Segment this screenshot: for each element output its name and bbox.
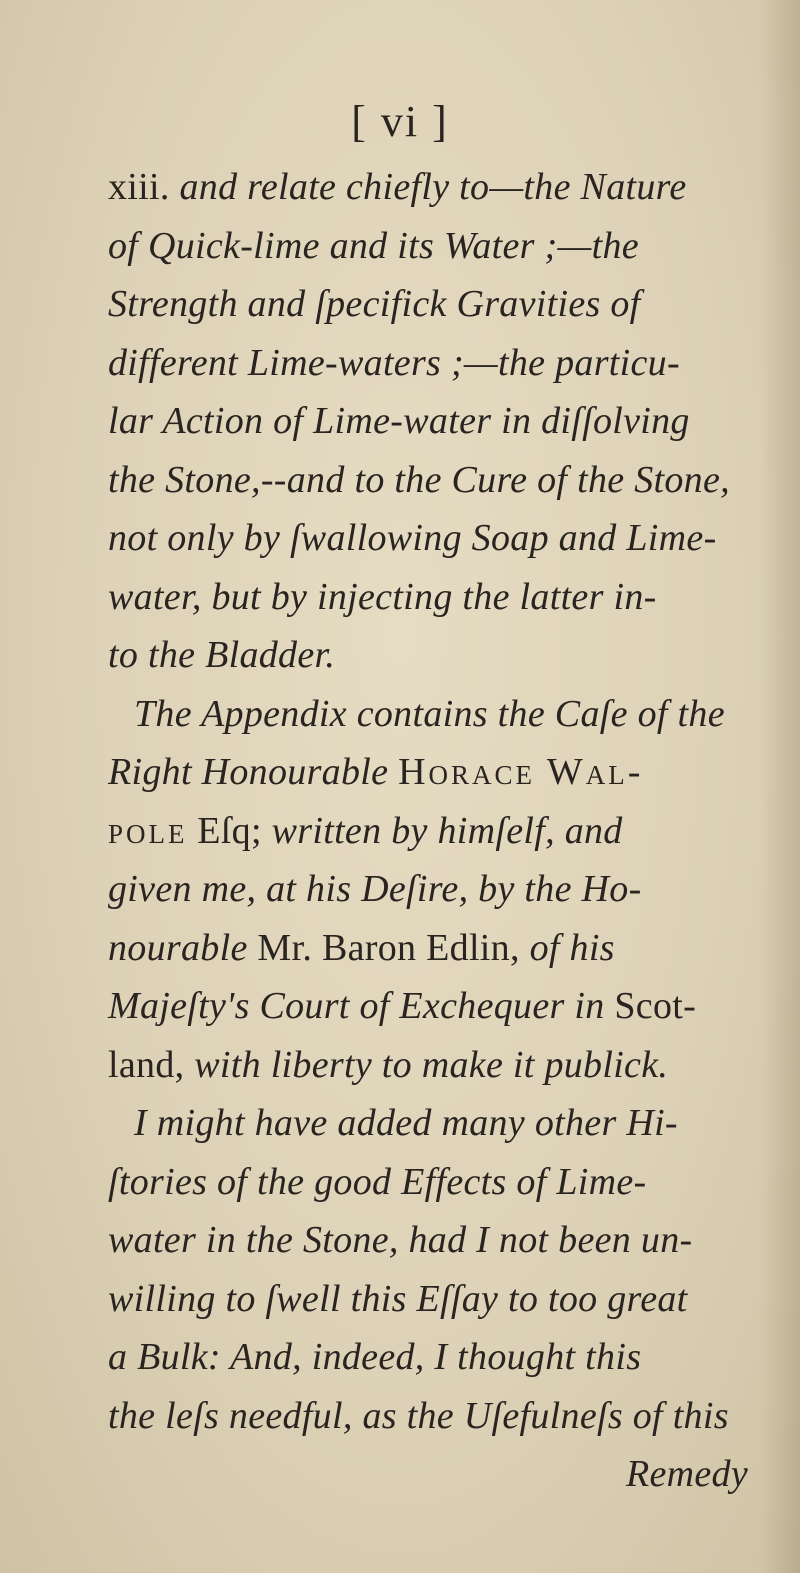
text-run: ſtories of the good Effects of Lime- <box>108 1160 647 1203</box>
text-run: Remedy <box>625 1453 748 1495</box>
text-line <box>108 334 768 393</box>
text-line <box>108 1270 768 1329</box>
text-line <box>108 1211 768 1270</box>
text-run: the Stone,--and to the Cure of the Stone, <box>108 458 730 501</box>
text-run: water in the Stone, had I not been un- <box>108 1219 693 1261</box>
body-text <box>108 158 768 1504</box>
text-line <box>108 1094 768 1153</box>
text-run: xiii. <box>108 166 170 208</box>
text-run: not only by ſwallowing Soap and Lime- <box>108 517 717 559</box>
text-run: pole <box>108 809 188 852</box>
text-run: to the Bladder. <box>108 634 336 676</box>
text-line <box>108 217 768 276</box>
text-run: written by himſelf, and <box>261 809 623 852</box>
text-run: a Bulk: And, indeed, I thought this <box>108 1336 642 1378</box>
text-run: Scot- <box>614 985 697 1027</box>
text-line <box>108 802 768 861</box>
text-line <box>108 392 768 451</box>
text-line <box>108 743 768 802</box>
text-line <box>108 1387 768 1446</box>
text-run: Majeſty's Court of Exchequer in <box>108 985 615 1027</box>
text-line <box>108 685 768 744</box>
text-run: given me, at his Deſire, by the Ho- <box>108 868 642 910</box>
text-run: I might have added many other Hi- <box>134 1102 678 1144</box>
text-line <box>108 509 768 568</box>
text-line <box>108 919 768 978</box>
text-run: willing to ſwell this Eſſay to too great <box>108 1277 688 1320</box>
text-line <box>108 626 768 685</box>
text-run: Mr. Baron Edlin, <box>257 926 520 969</box>
text-run: Right Honourable <box>108 751 399 793</box>
text-run: Strength and ſpecifick Gravities of <box>108 283 641 325</box>
text-run: and relate chiefly to—the Nature <box>169 166 687 208</box>
text-run: The Appendix contains the Caſe of the <box>134 692 725 735</box>
text-line <box>108 568 768 627</box>
text-run: of Quick-lime and its Water ;—the <box>108 224 639 267</box>
text-run: the leſs needful, as the Uſefulneſs of this <box>108 1394 729 1437</box>
text-line <box>108 860 768 919</box>
text-run: Eſq; <box>187 809 262 852</box>
text-run: of his <box>519 926 615 969</box>
page-number: [ vi ] <box>351 97 449 146</box>
text-run: with liberty to make it publick. <box>184 1043 669 1086</box>
text-line <box>108 1036 768 1095</box>
text-line <box>108 275 768 334</box>
text-line <box>108 158 768 217</box>
text-line <box>108 451 768 510</box>
text-run: land, <box>108 1043 185 1086</box>
text-run: lar Action of Lime-water in diſſolving <box>108 400 690 442</box>
text-line <box>108 1153 768 1212</box>
text-line <box>108 977 768 1036</box>
text-run: Horace Wal- <box>398 751 644 793</box>
text-run: different Lime-waters ;—the particu- <box>108 341 680 384</box>
catchword <box>108 1445 768 1504</box>
text-run: water, but by injecting the latter in- <box>108 575 657 618</box>
text-run: nourable <box>108 926 258 969</box>
text-line <box>108 1328 768 1387</box>
